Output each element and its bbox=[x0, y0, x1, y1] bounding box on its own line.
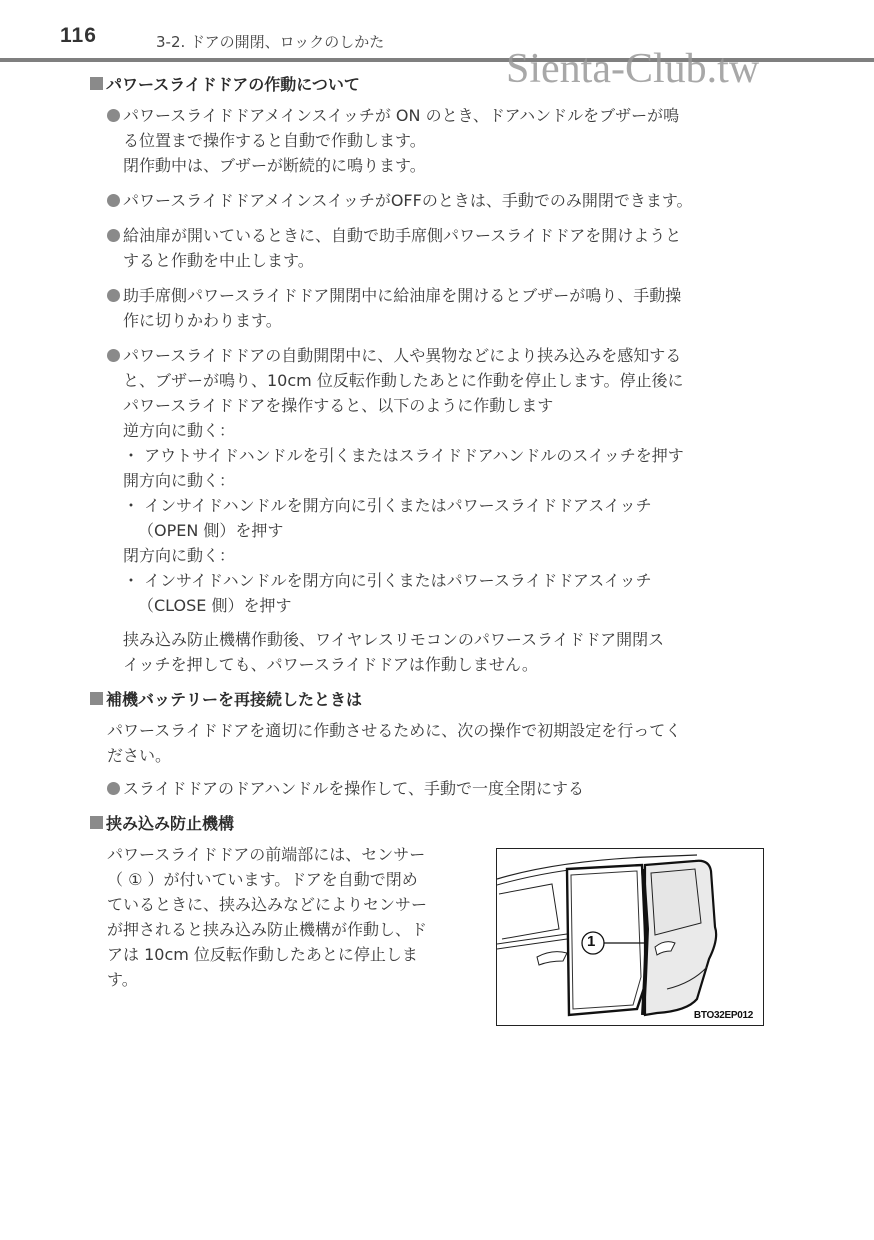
list-item bbox=[90, 343, 790, 677]
round-bullet-icon bbox=[107, 229, 120, 242]
text-line: と、ブザーが鳴り、10cm 位反転作動したあとに作動を停止します。停止後に bbox=[123, 371, 684, 390]
list-item bbox=[90, 776, 790, 801]
text-line: ださい。 bbox=[107, 746, 172, 765]
section-heading-text: パワースライドドアの作動について bbox=[106, 75, 360, 94]
text-line: ているときに、挟み込みなどによりセンサー bbox=[107, 895, 428, 914]
round-bullet-icon bbox=[107, 289, 120, 302]
text-line: アは 10cm 位反転作動したあとに停止しま bbox=[107, 945, 418, 964]
text-line: パワースライドドアを操作すると、以下のように作動します bbox=[123, 396, 554, 415]
round-bullet-icon bbox=[107, 194, 120, 207]
text-line: すると作動を中止します。 bbox=[123, 251, 314, 270]
sub-label: 逆方向に動く： bbox=[123, 421, 236, 440]
sub-label: 閉方向に動く： bbox=[123, 546, 236, 565]
paragraph bbox=[107, 842, 477, 992]
text-line: パワースライドドアの前端部には、センサー bbox=[107, 845, 426, 864]
text-line: スライドドアのドアハンドルを操作して、手動で一度全閉にする bbox=[123, 779, 584, 798]
section-heading-text: 挟み込み防止機構 bbox=[106, 814, 235, 833]
text-line: パワースライドドアを適切に作動させるために、次の操作で初期設定を行ってく bbox=[107, 721, 682, 740]
section-heading bbox=[90, 811, 790, 834]
text-line: る位置まで操作すると自動で作動します。 bbox=[123, 131, 426, 150]
section-power-slide-door-operation bbox=[90, 72, 790, 677]
round-bullet-icon bbox=[107, 782, 120, 795]
figure-code: BTO32EP012 bbox=[693, 1010, 753, 1021]
square-bullet-icon bbox=[90, 816, 103, 829]
sub-label: 開方向に動く： bbox=[123, 471, 236, 490]
text-line: 閉作動中は、ブザーが断続的に鳴ります。 bbox=[123, 156, 426, 175]
section-heading bbox=[90, 72, 790, 95]
round-bullet-icon bbox=[107, 349, 120, 362]
text-line: 作に切りかわります。 bbox=[123, 311, 282, 330]
running-head: 3-2. ドアの開閉、ロックのしかた bbox=[156, 33, 385, 51]
round-bullet-icon bbox=[107, 109, 120, 122]
watermark: Sienta-Club.tw bbox=[506, 46, 760, 92]
sub-item-cont: （CLOSE 側）を押す bbox=[138, 596, 292, 615]
section-anti-pinch bbox=[90, 811, 790, 1032]
car-door-drawing-icon bbox=[497, 849, 763, 1025]
text-line: パワースライドドアの自動開閉中に、人や異物などにより挟み込みを感知する bbox=[123, 346, 682, 365]
list-item bbox=[90, 188, 790, 213]
text-line: パワースライドドアメインスイッチがOFFのときは、手動でのみ開閉できます。 bbox=[123, 191, 693, 210]
sub-item: ・ アウトサイドハンドルを引くまたはスライドドアハンドルのスイッチを押す bbox=[123, 446, 684, 465]
callout-number: 1 bbox=[587, 933, 596, 950]
page-number: 116 bbox=[60, 24, 97, 47]
sub-item: ・ インサイドハンドルを開方向に引くまたはパワースライドドアスイッチ bbox=[123, 496, 652, 515]
list-item bbox=[90, 103, 790, 178]
page-content bbox=[90, 72, 790, 1032]
text-line: パワースライドドアメインスイッチが ON のとき、ドアハンドルをブザーが鳴 bbox=[123, 106, 680, 125]
text-line: が押されると挟み込み防止機構が作動し、ド bbox=[107, 920, 428, 939]
paragraph bbox=[90, 718, 790, 768]
text-line: す。 bbox=[107, 970, 138, 989]
sub-item-cont: （OPEN 側）を押す bbox=[138, 521, 284, 540]
note-line: イッチを押しても、パワースライドドアは作動しません。 bbox=[123, 655, 538, 674]
section-heading bbox=[90, 687, 790, 710]
sliding-door-illustration bbox=[496, 848, 764, 1026]
sub-item: ・ インサイドハンドルを閉方向に引くまたはパワースライドドアスイッチ bbox=[123, 571, 652, 590]
square-bullet-icon bbox=[90, 77, 103, 90]
square-bullet-icon bbox=[90, 692, 103, 705]
section-heading-text: 補機バッテリーを再接続したときは bbox=[106, 690, 363, 709]
text-line: （ ① ）が付いています。ドアを自動で閉め bbox=[107, 870, 418, 889]
section-battery-reconnect bbox=[90, 687, 790, 801]
text-line: 給油扉が開いているときに、自動で助手席側パワースライドドアを開けようと bbox=[123, 226, 682, 245]
list-item bbox=[90, 283, 790, 333]
text-line: 助手席側パワースライドドア開閉中に給油扉を開けるとブザーが鳴り、手動操 bbox=[123, 286, 682, 305]
list-item bbox=[90, 223, 790, 273]
note-line: 挟み込み防止機構作動後、ワイヤレスリモコンのパワースライドドア開閉ス bbox=[123, 630, 665, 649]
